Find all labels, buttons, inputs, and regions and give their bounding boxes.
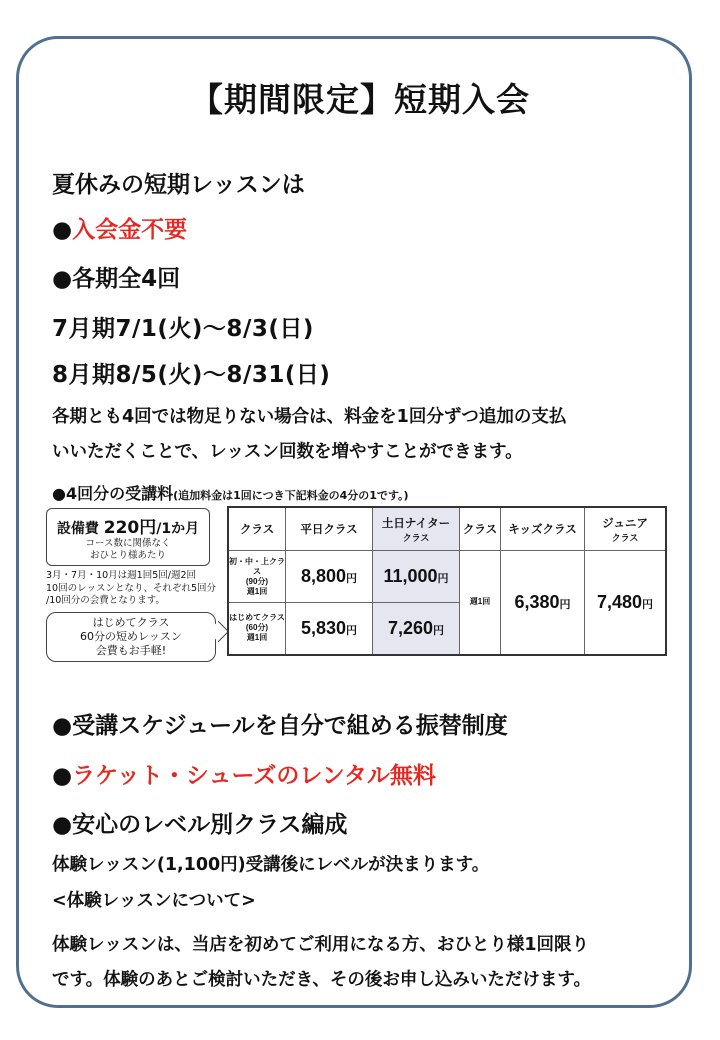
header-class: クラス xyxy=(228,507,286,551)
months-note-line2: 10回のレッスンとなり、それぞれ5回分 xyxy=(46,582,217,594)
header-weekday: 平日クラス xyxy=(286,507,373,551)
kids-price xyxy=(501,551,585,655)
header-weekend-bottom: クラス xyxy=(402,532,430,543)
bubble-line3: 会費もお手軽! xyxy=(95,644,167,657)
row1-weekend-value: 11,000 xyxy=(383,566,438,586)
facility-price: 220円 xyxy=(103,518,157,538)
facility-label: 設備費 xyxy=(56,521,99,537)
facility-sub1: コース数に関係なく xyxy=(85,538,171,549)
yen-unit: 円 xyxy=(346,573,358,585)
intro-text: 夏休みの短期レッスンは xyxy=(52,172,305,198)
header-class2: クラス xyxy=(460,507,501,551)
months-note xyxy=(46,570,221,608)
august-period: 8月期8/5(火)〜8/31(日) xyxy=(52,362,331,388)
fee-row-regular xyxy=(228,551,666,603)
header-junior-top: ジュニア xyxy=(602,517,648,530)
facility-fee-box xyxy=(46,508,210,566)
header-weekend-top: 土日ナイター xyxy=(381,517,451,530)
bubble-line1: はじめてクラス xyxy=(92,616,170,629)
yen-unit: 円 xyxy=(433,624,445,637)
row1-weekday-value: 8,800 xyxy=(300,566,347,586)
level-text: 安心のレベル別クラス編成 xyxy=(72,812,348,838)
trial-desc2: です。体験のあとご検討いただき、その後お申し込みいただけます。 xyxy=(52,970,591,990)
row1-label1: 初・中・上クラス xyxy=(229,556,285,576)
row2-weekday-value: 5,830 xyxy=(300,617,347,638)
beginner-bubble xyxy=(46,612,216,662)
no-entry-fee-text: 入会金不要 xyxy=(72,217,188,243)
fee-heading-note: (追加料金は1回につき下記料金の4分の1です。) xyxy=(173,489,409,502)
row1-class-label xyxy=(228,551,286,603)
row1-label3: 週1回 xyxy=(246,586,268,596)
feature-furikae xyxy=(52,707,508,740)
page-title: 【期間限定】短期入会 xyxy=(190,80,530,119)
row2-weekend-value: 7,260 xyxy=(387,617,434,638)
row2-label2: (60分) xyxy=(245,623,269,633)
fee-heading xyxy=(52,481,409,504)
extra-note-line1: 各期とも4回では物足りない場合は、料金を1回分ずつ追加の支払 xyxy=(52,407,567,427)
header-weekend xyxy=(373,507,460,551)
yen-unit: 円 xyxy=(559,598,571,611)
july-period: 7月期7/1(火)〜8/3(日) xyxy=(52,316,314,342)
row2-label1: はじめてクラス xyxy=(229,613,285,623)
extra-note-line2: いいただくことで、レッスン回数を増やすことができます。 xyxy=(52,442,523,462)
feature-rental xyxy=(52,757,436,790)
bullet-mark: ● xyxy=(52,763,73,789)
bullet-no-entry-fee xyxy=(52,211,187,244)
facility-unit: /1か月 xyxy=(156,521,200,537)
fee-table-header xyxy=(228,507,666,551)
bullet-mark: ● xyxy=(52,217,73,243)
months-note-line1: 3月・7月・10月は週1回5回/週2回 xyxy=(46,570,197,581)
row2-weekday-price xyxy=(286,603,373,655)
facility-sub2: おひとり様あたり xyxy=(89,550,166,561)
row2-weekend-price xyxy=(373,603,460,655)
months-note-line3: /10回分の会費となります。 xyxy=(46,595,166,606)
frequency-cell: 週1回 xyxy=(460,551,501,655)
bullet-mark: ● xyxy=(52,812,73,838)
bullet-mark: ● xyxy=(52,713,73,739)
row1-weekend-price xyxy=(373,551,460,603)
feature-level xyxy=(52,806,347,839)
trial-desc1: 体験レッスンは、当店を初めてご利用になる方、おひとり様1回限り xyxy=(52,935,589,955)
header-kids: キッズクラス xyxy=(501,507,585,551)
row1-weekday-price xyxy=(286,551,373,603)
header-junior xyxy=(585,507,667,551)
trial-line: 体験レッスン(1,100円)受講後にレベルが決まります。 xyxy=(52,855,490,875)
furikae-text: 受講スケジュールを自分で組める振替制度 xyxy=(72,713,508,739)
bullet-four-sessions xyxy=(52,260,180,293)
junior-value: 7,480 xyxy=(596,591,643,612)
four-sessions-text: 各期全4回 xyxy=(72,266,181,292)
row1-label2: (90分) xyxy=(245,576,269,586)
yen-unit: 円 xyxy=(437,573,449,585)
header-junior-bottom: クラス xyxy=(611,532,639,543)
bubble-line2: 60分の短めレッスン xyxy=(80,630,182,643)
kids-value: 6,380 xyxy=(514,591,560,612)
row2-class-label xyxy=(228,603,286,655)
junior-price xyxy=(585,551,667,655)
trial-about: <体験レッスンについて> xyxy=(52,891,256,911)
row2-label3: 週1回 xyxy=(246,633,268,643)
bullet-mark: ● xyxy=(52,266,73,292)
yen-unit: 円 xyxy=(346,624,358,637)
fee-heading-text: ●4回分の受講料 xyxy=(52,484,174,503)
fee-table xyxy=(227,506,667,656)
rental-text: ラケット・シューズのレンタル無料 xyxy=(72,763,436,789)
yen-unit: 円 xyxy=(642,598,654,611)
